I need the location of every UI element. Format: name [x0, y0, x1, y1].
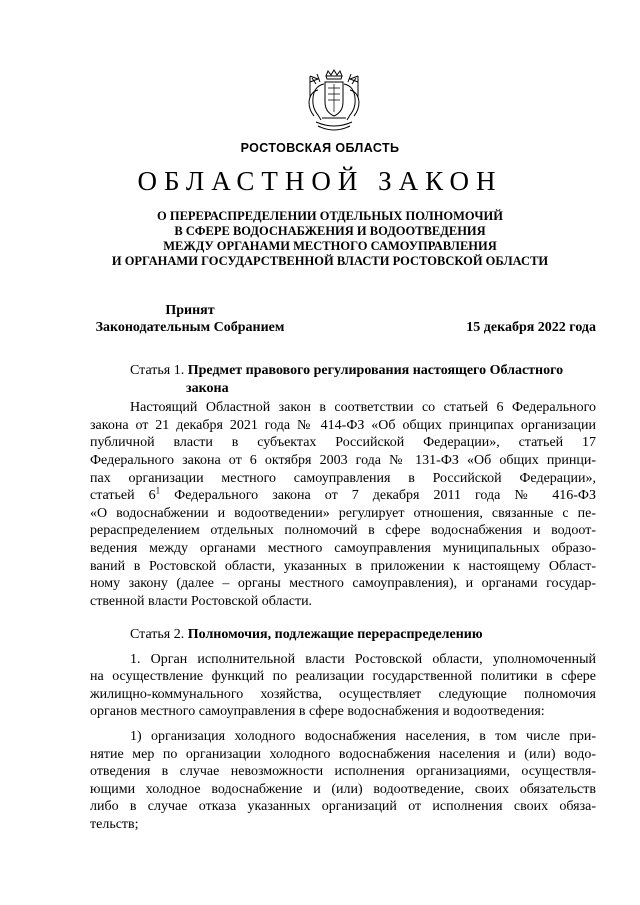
adoption-label	[90, 302, 290, 336]
article-number: 6	[148, 488, 156, 504]
text-line: ному закону (далее – органы местного самоуправления), и органами государ-	[90, 576, 596, 592]
coat-of-arms-icon	[304, 68, 364, 136]
article-2-paragraph-1	[90, 651, 596, 721]
text-line: публичной власти в субъектах Российской Федерации», статьей 17	[90, 435, 596, 451]
article-2-heading	[90, 626, 596, 644]
law-title-line: О ПЕРЕРАСПРЕДЕЛЕНИИ ОТДЕЛЬНЫХ ПОЛНОМОЧИЙ	[157, 209, 503, 223]
text-line: ведения между органами местного самоуправления муниципальных образо-	[90, 540, 596, 556]
text-fragment: статьей	[90, 488, 135, 504]
text-line: закона от 21 декабря 2021 года № 414-ФЗ «Об общих принципах организации	[90, 417, 596, 433]
article-1	[90, 362, 596, 610]
article-2-title: Полномочия, подлежащие перераспределению	[187, 627, 483, 642]
law-title-line: МЕЖДУ ОРГАНАМИ МЕСТНОГО САМОУПРАВЛЕНИЯ	[163, 239, 497, 253]
text-line: либо в случае отказа указанных организаций от исполнения своих обяза-	[90, 799, 596, 815]
text-line: на осуществление функций по реализации государственной политики в сфере	[90, 669, 596, 685]
article-2	[90, 626, 596, 834]
text-line: 1) организация холодного водоснабжения населения, в том числе при-	[130, 728, 596, 744]
article-1-title: Предмет правового регулирования настоящего Областного	[187, 363, 564, 378]
law-title-line: В СФЕРЕ ВОДОСНАБЖЕНИЯ И ВОДООТВЕДЕНИЯ	[174, 224, 486, 238]
text-line: ственной власти Ростовской области.	[90, 593, 313, 609]
text-line: «О водоснабжении и водоотведении» регулирует отношения, связанные с пе-	[90, 505, 596, 521]
law-title-line: И ОРГАНАМИ ГОСУДАРСТВЕННОЙ ВЛАСТИ РОСТОВСКОЙ ОБЛАСТИ	[111, 254, 549, 268]
text-line-with-superscript	[90, 487, 596, 505]
text-line: пах организации местного самоуправления в Российской Федерации»,	[90, 470, 596, 486]
document-type-title: ОБЛАСТНОЙ ЗАКОН	[137, 166, 503, 196]
text-line: нятие мер по организации холодного водоснабжения населения и (или) водо-	[90, 746, 596, 762]
article-superscript: 1	[155, 485, 161, 496]
adoption-label-line1: Принят	[165, 303, 215, 318]
text-line: Федерального закона от 6 октября 2003 года № 131-ФЗ «Об общих принци-	[90, 452, 596, 468]
article-1-prefix: Статья 1.	[130, 363, 185, 378]
text-line: жилищно-коммунального хозяйства, осуществляет следующие полномочия	[90, 686, 596, 702]
law-title	[80, 209, 580, 269]
text-line: рераспределением отдельных полномочий в сфере водоснабжения и водоот-	[90, 523, 596, 539]
text-line: отведения в случае невозможности исполнения организациями, осуществля-	[90, 764, 596, 780]
article-2-prefix: Статья 2.	[130, 627, 185, 642]
adoption-label-line2: Законодательным Собранием	[95, 320, 285, 335]
region-name: РОСТОВСКАЯ ОБЛАСТЬ	[240, 141, 400, 155]
article-2-paragraph-2	[90, 728, 596, 834]
text-line: ваний в Ростовской области, указанных в приложении к настоящему Област-	[90, 558, 596, 574]
text-line: тельств;	[90, 816, 139, 832]
text-line: органов местного самоуправления в сфере водоснабжения и водоотведения:	[90, 704, 545, 720]
text-fragment: Федерального закона от 7 декабря 2011 года № 416-ФЗ	[174, 488, 596, 504]
article-1-body	[90, 399, 596, 610]
text-line: ющими холодное водоснабжение и (или) водоотведение, своих обязательств	[90, 781, 596, 797]
adoption-date: 15 декабря 2022 года	[466, 320, 596, 335]
article-1-heading	[90, 362, 596, 380]
text-line: Настоящий Областной закон в соответствии со статьей 6 Федерального	[130, 400, 596, 416]
article-1-title-continued: закона	[186, 380, 229, 396]
text-line: 1. Орган исполнительной власти Ростовской области, уполномоченный	[130, 651, 596, 667]
